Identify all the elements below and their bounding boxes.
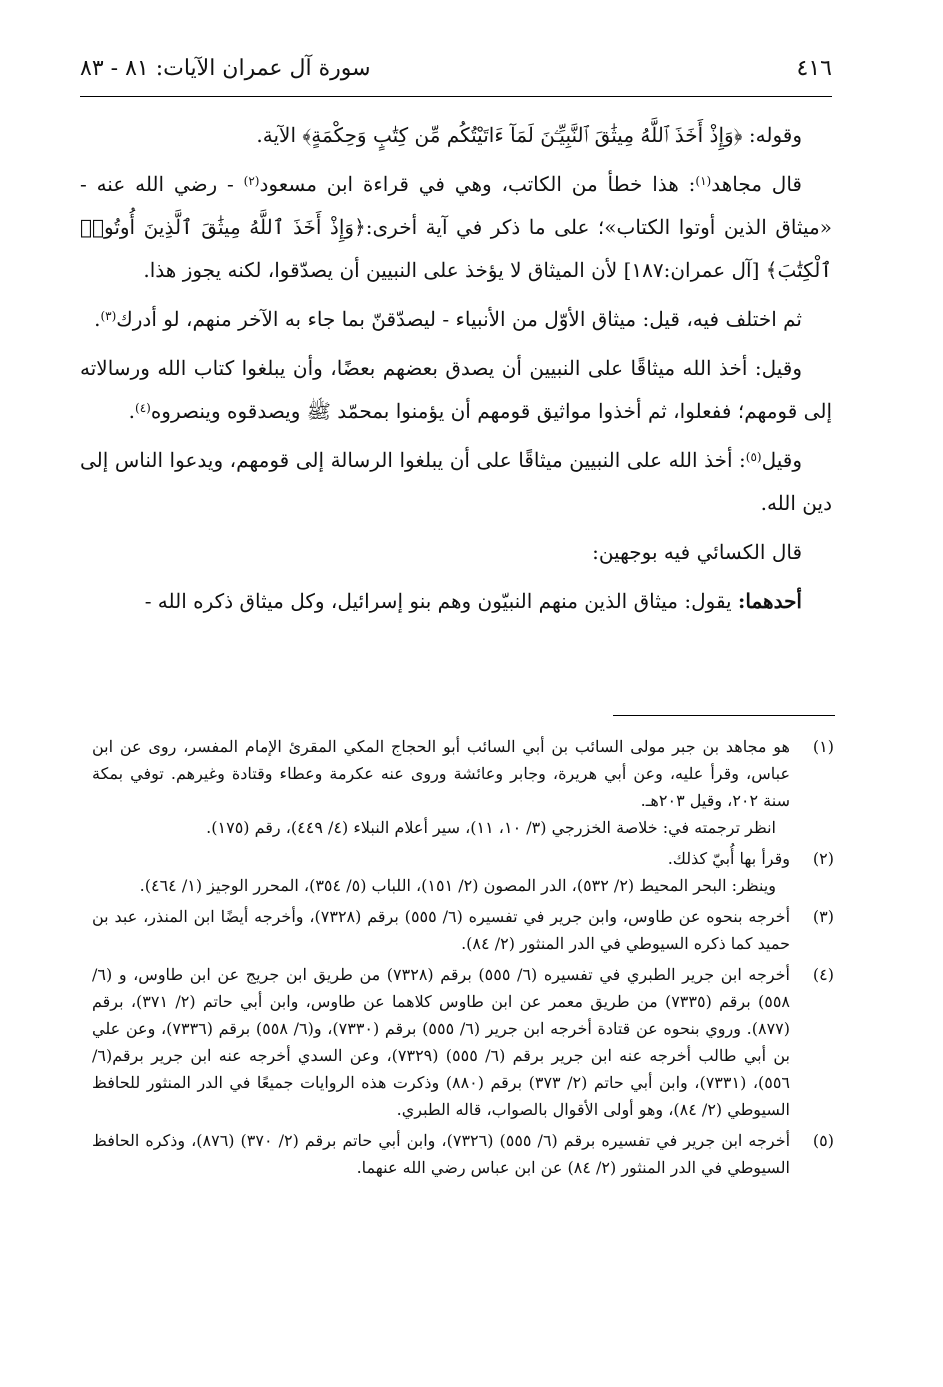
paragraph-4 <box>80 347 832 433</box>
p4-end: . <box>128 399 135 423</box>
running-header <box>80 56 832 90</box>
footnote-number: (٣) <box>812 907 834 926</box>
page-number: ٤١٦ <box>796 56 832 81</box>
footnote-ref-5[interactable]: (٥) <box>745 450 762 464</box>
footnote-ref-1[interactable]: (١) <box>695 174 712 188</box>
paragraph-7 <box>80 580 832 623</box>
p7-text: يقول: ميثاق الذين منهم النبيّون وهم بنو إسرائيل، وكل ميثاق ذكره الله - <box>144 589 732 613</box>
footnote-text: أخرجه ابن جرير الطبري في تفسيره (٦/ ٥٥٥) برقم (٧٣٢٨) من طريق ابن جريج عن ابن طاوس، و (٦/ ٥٥٨) برقم (٧٣٣٥) من طريق معمر عن ابن طاوس كلاهما عن طاوس، وابن أبي حاتم (٢/ ٣٧١)، برقم (٨٧٧). وروي بنحوه عن قتادة أخرجه ابن جرير (٦/ ٥٥٥) برقم (٧٣٣٠)، و(٦/ ٥٥٨) برقم (٧٣٣٦)، وعن علي بن أبي طالب أخرجه عنه ابن جرير برقم (٦/ ٥٥٥) (٧٣٢٩)، وعن السدي أخرجه عنه ابن جرير برقم(٦/ ٥٥٦)، (٧٣٣١)، وابن أبي حاتم (٢/ ٣٧٣) برقم (٨٨٠) وذكرت هذه الروايات جميعًا في الدر المنثور للحافظ السيوطي (٢/ ٨٤)، وهو أولى الأقوال بالصواب، قاله الطبري. <box>92 965 791 1119</box>
p2-c: - رضي الله عنه - «ميثاق الذين أوتوا الكتاب»؛ على ما ذكر في آية أخرى: <box>80 172 832 239</box>
footnote-3 <box>92 903 834 957</box>
footnote-ref-3[interactable]: (٣) <box>100 309 117 323</box>
footnote-ref-2[interactable]: (٢) <box>243 174 260 188</box>
p7-bold: أحدهما: <box>737 589 802 613</box>
quran-verse: ﴿وَإِذْ أَخَذَ ٱللَّهُ مِيثَٰقَ ٱلَّذِينَ أُوتُوا۟ ٱلْكِتَٰبَ﴾ <box>80 215 832 282</box>
header-divider <box>80 96 832 97</box>
p2-d: [آل عمران:١٨٧] لأن الميثاق لا يؤخذ على النبيين أن يصدّقوا، لكنه يجوز هذا. <box>143 258 760 282</box>
footnote-text: أخرجه بنحوه عن طاوس، وابن جرير في تفسيره (٦/ ٥٥٥) برقم (٧٣٢٨)، وأخرجه أيضًا ابن المنذر، عبد بن حميد كما ذكره السيوطي في الدر المنثور (٢/ ٨٤). <box>92 907 791 953</box>
p3-text: ثم اختلف فيه، قيل: ميثاق الأوّل من الأنبياء - ليصدّقنّ بما جاء به الآخر منهم، لو أدرك <box>116 307 802 331</box>
paragraph-5 <box>80 439 832 525</box>
p1-lead: وقوله: <box>748 123 802 147</box>
footnote-number: (٥) <box>812 1131 834 1150</box>
footnote-5 <box>92 1127 834 1181</box>
footnotes <box>92 733 834 1185</box>
paragraph-2 <box>80 163 832 292</box>
p2-a: قال مجاهد <box>711 172 802 196</box>
p6-text: قال الكسائي فيه بوجهين: <box>592 540 802 564</box>
footnote-text: وينظر: البحر المحيط (٢/ ٥٣٢)، الدر المصون (٢/ ١٥١)، اللباب (٥/ ٣٥٤)، المحرر الوجيز (١/ ٤٦٤). <box>139 876 776 895</box>
footnote-text: انظر ترجمته في: خلاصة الخزرجي (٣/ ١٠، ١١)، سير أعلام النبلاء (٤/ ٤٤٩)، رقم (١٧٥). <box>206 818 776 837</box>
p4-text: وقيل: أخذ الله ميثاقًا على النبيين أن يصدق بعضهم بعضًا، وأن يبلغوا كتاب الله ورسالاته إلى قومهم؛ ففعلوا، ثم أخذوا مواثيق قومهم أن يؤمنوا بمحمّد ﷺ ويصدقوه وينصروه <box>80 356 832 423</box>
p5-b: : أخذ الله على النبيين ميثاقًا على أن يبلغوا الرسالة إلى قومهم، ويدعوا الناس إلى دين الله. <box>80 448 832 515</box>
paragraph-3 <box>80 298 832 341</box>
paragraph-1 <box>80 114 832 157</box>
quran-verse: ﴿وَإِذْ أَخَذَ ٱللَّهُ مِيثَٰقَ ٱلنَّبِيِّـۧنَ لَمَآ ءَاتَيْتُكُم مِّن كِتَٰبٍ وَحِكْمَةٍ﴾ <box>302 123 743 147</box>
footnote-1 <box>92 733 834 841</box>
footnote-number: (١) <box>812 737 834 756</box>
footnote-text: أخرجه ابن جرير في تفسيره برقم (٦/ ٥٥٥) (٧٣٢٦)، وابن أبي حاتم برقم (٢/ ٣٧٠) (٨٧٦)، وذكره الحافظ السيوطي في الدر المنثور (٢/ ٨٤) عن ابن عباس رضي الله عنهما. <box>92 1131 791 1177</box>
p5-a: وقيل <box>761 448 802 472</box>
main-text <box>80 114 832 629</box>
footnote-text: هو مجاهد بن جبر مولى السائب بن أبي السائب أبو الحجاج المكي المقرئ الإمام المفسر، روى عن ابن عباس، وقرأ عليه، وعن أبي هريرة، وجابر وعائشة وروى عنه عكرمة وعطاء وقتادة وغيرهم. توفي بمكة سنة ٢٠٢، وقيل ٢٠٣هـ. <box>92 737 790 810</box>
header-title: سورة آل عمران الآيات: ٨١ - ٨٣ <box>80 56 371 81</box>
footnote-2 <box>92 845 834 899</box>
footnote-divider <box>613 715 835 716</box>
footnote-ref-4[interactable]: (٤) <box>135 401 151 415</box>
footnote-text: وقرأ بها أُبيّ كذلك. <box>667 849 790 868</box>
footnote-number: (٢) <box>812 849 834 868</box>
p3-end: . <box>94 307 101 331</box>
footnote-4 <box>92 961 834 1123</box>
paragraph-6 <box>80 531 832 574</box>
p2-b: : هذا خطأ من الكاتب، وهي في قراءة ابن مسعود <box>259 172 696 196</box>
footnote-number: (٤) <box>812 965 834 984</box>
p1-tail: الآية. <box>256 123 297 147</box>
